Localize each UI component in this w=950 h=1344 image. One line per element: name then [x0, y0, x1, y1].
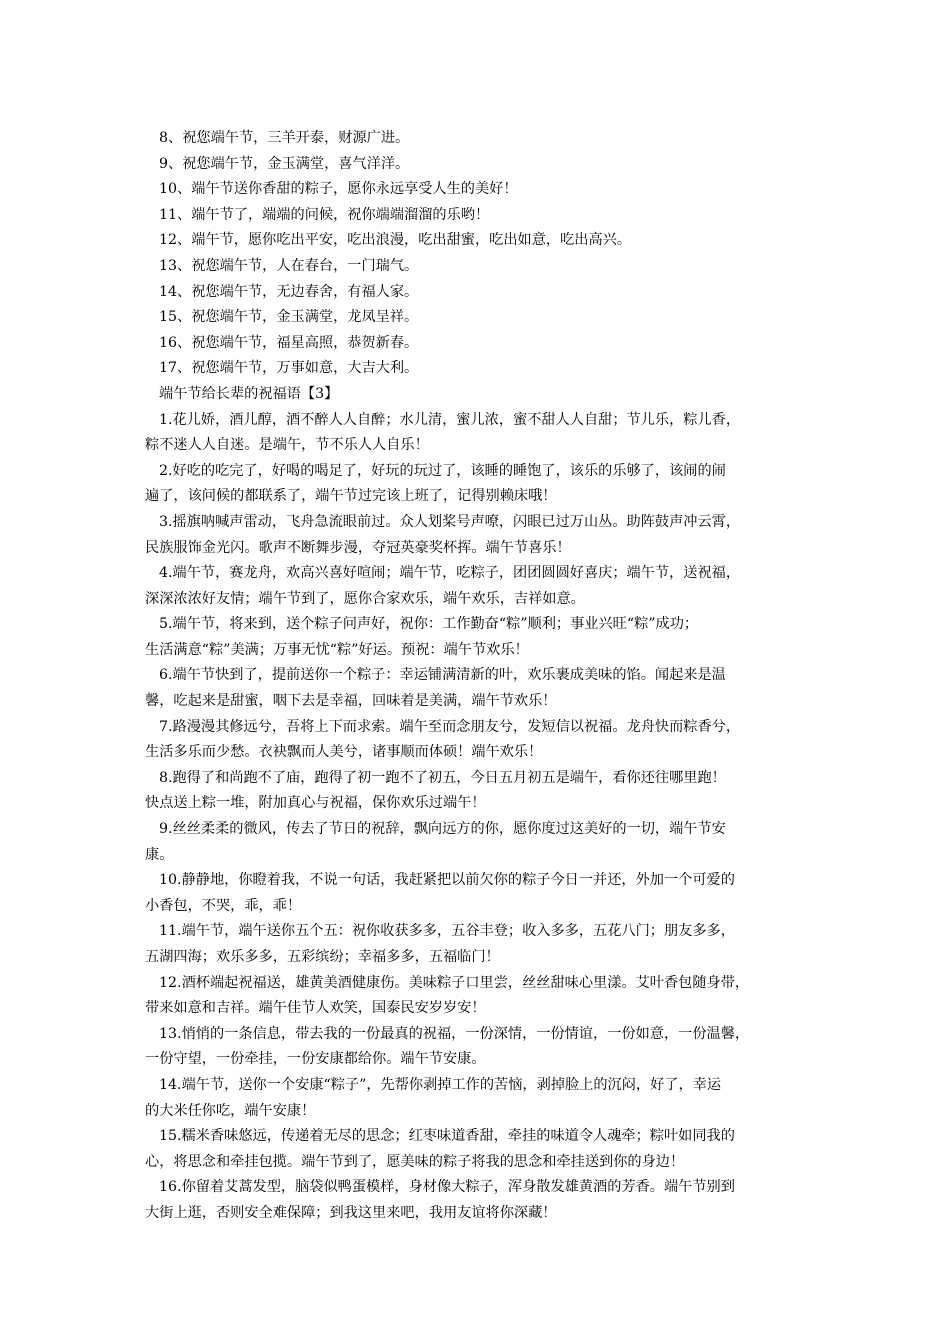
- list-item: 11、端午节了，端端的问候，祝你端端溜溜的乐哟！: [159, 206, 490, 223]
- paragraph-line: 遍了，该问候的都联系了，端午节过完该上班了，记得别赖床哦！: [145, 488, 557, 505]
- paragraph-2: [145, 459, 815, 510]
- paragraph-line: 16.你留着艾蒿发型，脑袋似鸭蛋模样，身材像大粽子，浑身散发雄黄酒的芳香。端午节别到: [159, 1179, 735, 1196]
- paragraph-line: 粽不迷人人自迷。是端午，节不乐人人自乐！: [145, 437, 429, 454]
- list-item: 13、祝您端午节，人在春台，一门瑞气。: [159, 257, 419, 274]
- section-heading: 端午节给长辈的祝福语【3】: [159, 385, 339, 402]
- paragraph-8: [145, 766, 815, 817]
- paragraph-line: 一份守望，一份牵挂，一份安康都给你。端午节安康。: [145, 1051, 486, 1068]
- list-item: 8、祝您端午节，三羊开泰，财源广进。: [159, 130, 410, 146]
- long-greetings-list: [145, 408, 815, 1227]
- paragraph-line: 的大米任你吃，端午安康！: [145, 1102, 316, 1119]
- paragraph-line: 民族服饰金光闪。歌声不断舞步漫，夺冠英豪奖杯挥。端午节喜乐！: [145, 539, 571, 556]
- paragraph-13: [145, 1022, 815, 1073]
- paragraph-14: [145, 1073, 815, 1124]
- paragraph-line: 2.好吃的吃完了，好喝的喝足了，好玩的玩过了，该睡的睡饱了，该乐的乐够了，该闹的闹: [159, 462, 726, 479]
- paragraph-1: [145, 408, 815, 459]
- paragraph-line: 10.静静地，你瞪着我，不说一句话，我赶紧把以前欠你的粽子今日一并还，外加一个可爱的: [159, 872, 735, 889]
- paragraph-12: [145, 971, 815, 1022]
- paragraph-line: 带来如意和吉祥。端午佳节人欢笑，国泰民安岁岁安！: [145, 1000, 486, 1017]
- paragraph-line: 14.端午节，送你一个安康“粽子”，先帮你剥掉工作的苦恼，剥掉脸上的沉闷，好了，幸运: [159, 1076, 722, 1093]
- paragraph-6: [145, 663, 815, 714]
- paragraph-line: 7.路漫漫其修远兮，吾将上下而求索。端午至而念朋友兮，发短信以祝福。龙舟快而粽香兮，: [159, 718, 741, 735]
- list-item: 14、祝您端午节，无边春舍，有福人家。: [159, 283, 419, 300]
- list-item: 10、端午节送你香甜的粽子，愿你永远享受人生的美好！: [159, 181, 518, 198]
- list-item: 9、祝您端午节，金玉满堂，喜气洋洋。: [159, 155, 410, 172]
- short-greetings-list: [145, 126, 815, 382]
- paragraph-4: [145, 561, 815, 612]
- paragraph-line: 康。: [145, 846, 174, 863]
- paragraph-line: 小香包，不哭，乖，乖！: [145, 897, 302, 914]
- paragraph-line: 生活多乐而少愁。衣袂飘而人美兮，诸事顺而体硕！端午欢乐！: [145, 744, 543, 761]
- paragraph-line: 馨，吃起来是甜蜜，咽下去是幸福，回味着是美满，端午节欢乐！: [145, 693, 557, 710]
- paragraph-line: 5.端午节，将来到，送个粽子问声好，祝你：工作勤奋“粽”顺利；事业兴旺“粽”成功；: [159, 616, 699, 633]
- document-body: [145, 126, 815, 1227]
- paragraph-line: 13.悄悄的一条信息，带去我的一份最真的祝福，一份深情，一份情谊，一份如意，一份温馨，: [159, 1025, 750, 1042]
- list-item: 16、祝您端午节，福星高照，恭贺新春。: [159, 334, 419, 351]
- paragraph-line: 8.跑得了和尚跑不了庙，跑得了初一跑不了初五，今日五月初五是端午，看你还往哪里跑！: [159, 769, 726, 786]
- paragraph-5: [145, 612, 815, 663]
- list-item: 17、祝您端午节，万事如意，大吉大利。: [159, 360, 419, 377]
- paragraph-line: 深深浓浓好友情；端午节到了，愿你合家欢乐，端午欢乐，吉祥如意。: [145, 590, 585, 607]
- paragraph-line: 12.酒杯端起祝福送，雄黄美酒健康伤。美味粽子口里尝，丝丝甜味心里漾。艾叶香包随身带，: [159, 974, 750, 991]
- paragraph-3: [145, 510, 815, 561]
- paragraph-15: [145, 1124, 815, 1175]
- paragraph-line: 9.丝丝柔柔的微风，传去了节日的祝辞，飘向远方的你，愿你度过这美好的一切，端午节安: [159, 821, 726, 838]
- paragraph-line: 心，将思念和牵挂包揽。端午节到了，愿美味的粽子将我的思念和牵挂送到你的身边！: [145, 1153, 685, 1170]
- paragraph-9: [145, 817, 815, 868]
- paragraph-7: [145, 715, 815, 766]
- paragraph-line: 3.摇旗呐喊声雷动，飞舟急流眼前过。众人划桨号声嘹，闪眼已过万山丛。助阵鼓声冲云霄，: [159, 513, 741, 530]
- paragraph-line: 4.端午节，赛龙舟，欢高兴喜好喧闹；端午节，吃粽子，团团圆圆好喜庆；端午节，送祝福，: [159, 565, 741, 582]
- paragraph-11: [145, 919, 815, 970]
- paragraph-line: 大街上逛，否则安全难保障；到我这里来吧，我用友谊将你深藏！: [145, 1204, 557, 1221]
- paragraph-line: 1.花儿娇，酒儿醇，酒不醉人人自醉；水儿清，蜜儿浓，蜜不甜人人自甜；节儿乐，粽儿香，: [159, 411, 741, 428]
- paragraph-10: [145, 868, 815, 919]
- paragraph-line: 快点送上粽一堆，附加真心与祝福，保你欢乐过端午！: [145, 795, 486, 812]
- list-item: 15、祝您端午节，金玉满堂，龙凤呈祥。: [159, 309, 419, 326]
- paragraph-line: 6.端午节快到了，提前送你一个粽子：幸运铺满清新的叶，欢乐裹成美味的馅。闻起来是温: [159, 667, 726, 684]
- paragraph-line: 15.糯米香味悠远，传递着无尽的思念；红枣味道香甜，牵挂的味道令人魂牵；粽叶如同我的: [159, 1128, 735, 1145]
- paragraph-line: 11.端午节，端午送你五个五：祝你收获多多，五谷丰登；收入多多，五花八门；朋友多多，: [159, 923, 735, 940]
- list-item: 12、端午节，愿你吃出平安，吃出浪漫，吃出甜蜜，吃出如意，吃出高兴。: [159, 232, 632, 249]
- paragraph-line: 五湖四海；欢乐多多，五彩缤纷；幸福多多，五福临门！: [145, 949, 500, 965]
- paragraph-16: [145, 1175, 815, 1226]
- paragraph-line: 生活满意“粽”美满；万事无忧“粽”好运。预祝：端午节欢乐！: [145, 641, 529, 658]
